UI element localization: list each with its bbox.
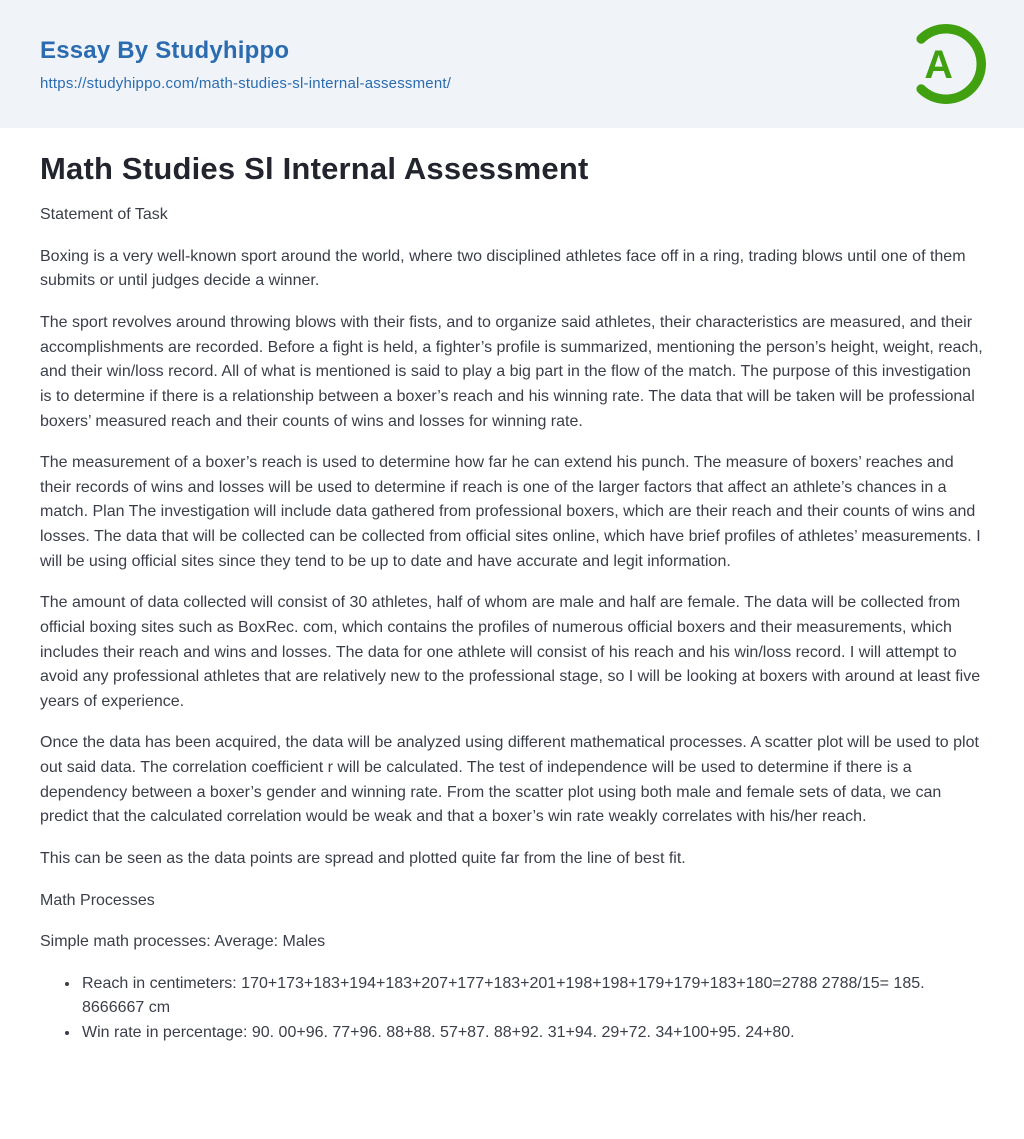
article-paragraph: The amount of data collected will consist of 30 athletes, half of whom are male and half are female. The data will be collected from official boxing sites such as BoxRec. com, which contains the profiles of numerous official boxers and their measurements, which includes their reach and wins and losses. The data for one athlete will consist of his reach and his win/loss record. I will attempt to avoid any professional athletes that are relatively new to the professional stage, so I will be looking at boxers with around at least five years of experience. (40, 594, 981, 710)
article-paragraph: The sport revolves around throwing blows with their fists, and to organize said athletes, their characteristics are measured, and their accomplishments are recorded. Before a fight is held, a fighter’s profile is summarized, mentioning the person’s height, weight, reach, and their win/loss record. All of what is mentioned is said to play a big part in the flow of the match. The purpose of this investigation is to determine if there is a relationship between a boxer’s reach and his winning rate. The data that will be taken will be professional boxers’ measured reach and their counts of wins and losses for winning rate. (40, 314, 983, 430)
article-paragraph: Simple math processes: Average: Males (40, 933, 326, 951)
site-header-text (40, 37, 451, 92)
article-paragraph: This can be seen as the data points are spread and plotted quite far from the line of best fit. (40, 849, 686, 867)
article-paragraph: Once the data has been acquired, the data will be analyzed using different mathematical processes. A scatter plot will be used to plot out said data. The correlation coefficient r will be calculated. The test of independence will be used to determine if there is a dependency between a boxer’s gender and winning rate. From the scatter plot using both male and female sets of data, we can predict that the calculated correlation would be weak and that a boxer’s win rate weakly correlates with his/her reach. (40, 734, 979, 826)
studyhippo-logo-icon (900, 21, 986, 107)
article-title: Math Studies Sl Internal Assessment (40, 151, 589, 186)
logo-letter: A (924, 42, 953, 87)
article-body (40, 245, 985, 955)
article-paragraph: The measurement of a boxer’s reach is used to determine how far he can extend his punch. The measure of boxers’ reaches and their records of wins and losses will be used to determine if reach is one of the larger factors that affect an athlete’s chances in a match. Plan The investigation will include data gathered from professional boxers, which are their reach and their counts of wins and losses. The data that will be collected can be collected from official sites online, which have brief profiles of athletes’ measurements. I will be using official sites since they tend to be up to date and have accurate and legit information. (40, 454, 981, 570)
article (0, 128, 1024, 1103)
list-item: • Win rate in percentage: 90. 00+96. 77+96. 88+88. 57+87. 88+92. 31+94. 29+72. 34+100+95. 24+80. (80, 1021, 946, 1046)
article-paragraph: Boxing is a very well-known sport around the world, where two disciplined athletes face off in a ring, trading blows until one of them submits or until judges decide a winner. (40, 247, 966, 290)
article-url-link[interactable]: https://studyhippo.com/math-studies-sl-internal-assessment/ (40, 74, 452, 92)
article-paragraph: Math Processes (40, 891, 155, 909)
site-name-link[interactable]: Essay By Studyhippo (40, 36, 290, 64)
list-item: • Reach in centimeters: 170+173+183+194+183+207+177+183+201+198+198+179+179+183+180=2788 2788/15= 185. 8666667 cm (80, 972, 946, 1021)
math-process-list (40, 972, 946, 1046)
article-subtitle: Statement of Task (40, 206, 168, 224)
site-header (0, 0, 1024, 128)
